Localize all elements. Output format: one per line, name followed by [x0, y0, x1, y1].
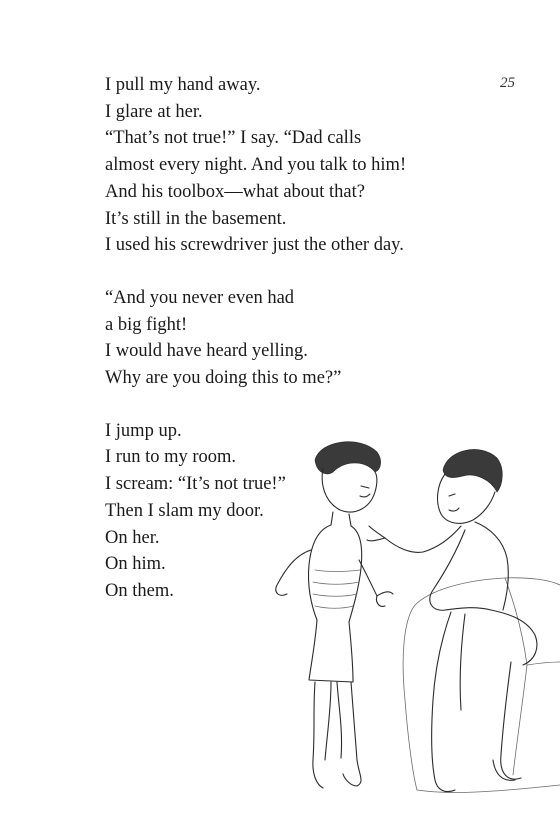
- poem-line: I would have heard yelling.: [105, 341, 308, 362]
- poem-line: On her.: [105, 527, 160, 548]
- poem-line: Then I slam my door.: [105, 500, 264, 521]
- poem-line: I run to my room.: [105, 447, 237, 468]
- boy-sketch: [276, 442, 393, 788]
- poem-line: And his toolbox—what about that?: [105, 181, 365, 202]
- poem-line: I used his screwdriver just the other day.: [105, 235, 404, 256]
- armchair-sketch: [403, 578, 560, 793]
- poem-line: “That’s not true!” I say. “Dad calls: [105, 128, 362, 149]
- poem-line: On him.: [105, 554, 166, 575]
- stanza-2: [105, 285, 505, 392]
- poem-line: It’s still in the basement.: [105, 208, 287, 229]
- poem-line: I scream: “It’s not true!”: [105, 474, 286, 495]
- poem-line: Why are you doing this to me?”: [105, 368, 342, 389]
- stanza-1: [105, 72, 505, 259]
- poem-line: a big fight!: [105, 314, 188, 335]
- poem-line: almost every night. And you talk to him!: [105, 155, 407, 176]
- poem-line: On them.: [105, 580, 174, 601]
- poem-line: “And you never even had: [105, 287, 295, 308]
- poem-line: I glare at her.: [105, 101, 203, 122]
- sketch-illustration: [265, 430, 560, 820]
- mother-sketch: [367, 449, 537, 791]
- page-number: 25: [500, 75, 515, 91]
- poem-line: I pull my hand away.: [105, 75, 261, 95]
- poem-line: I jump up.: [105, 420, 182, 441]
